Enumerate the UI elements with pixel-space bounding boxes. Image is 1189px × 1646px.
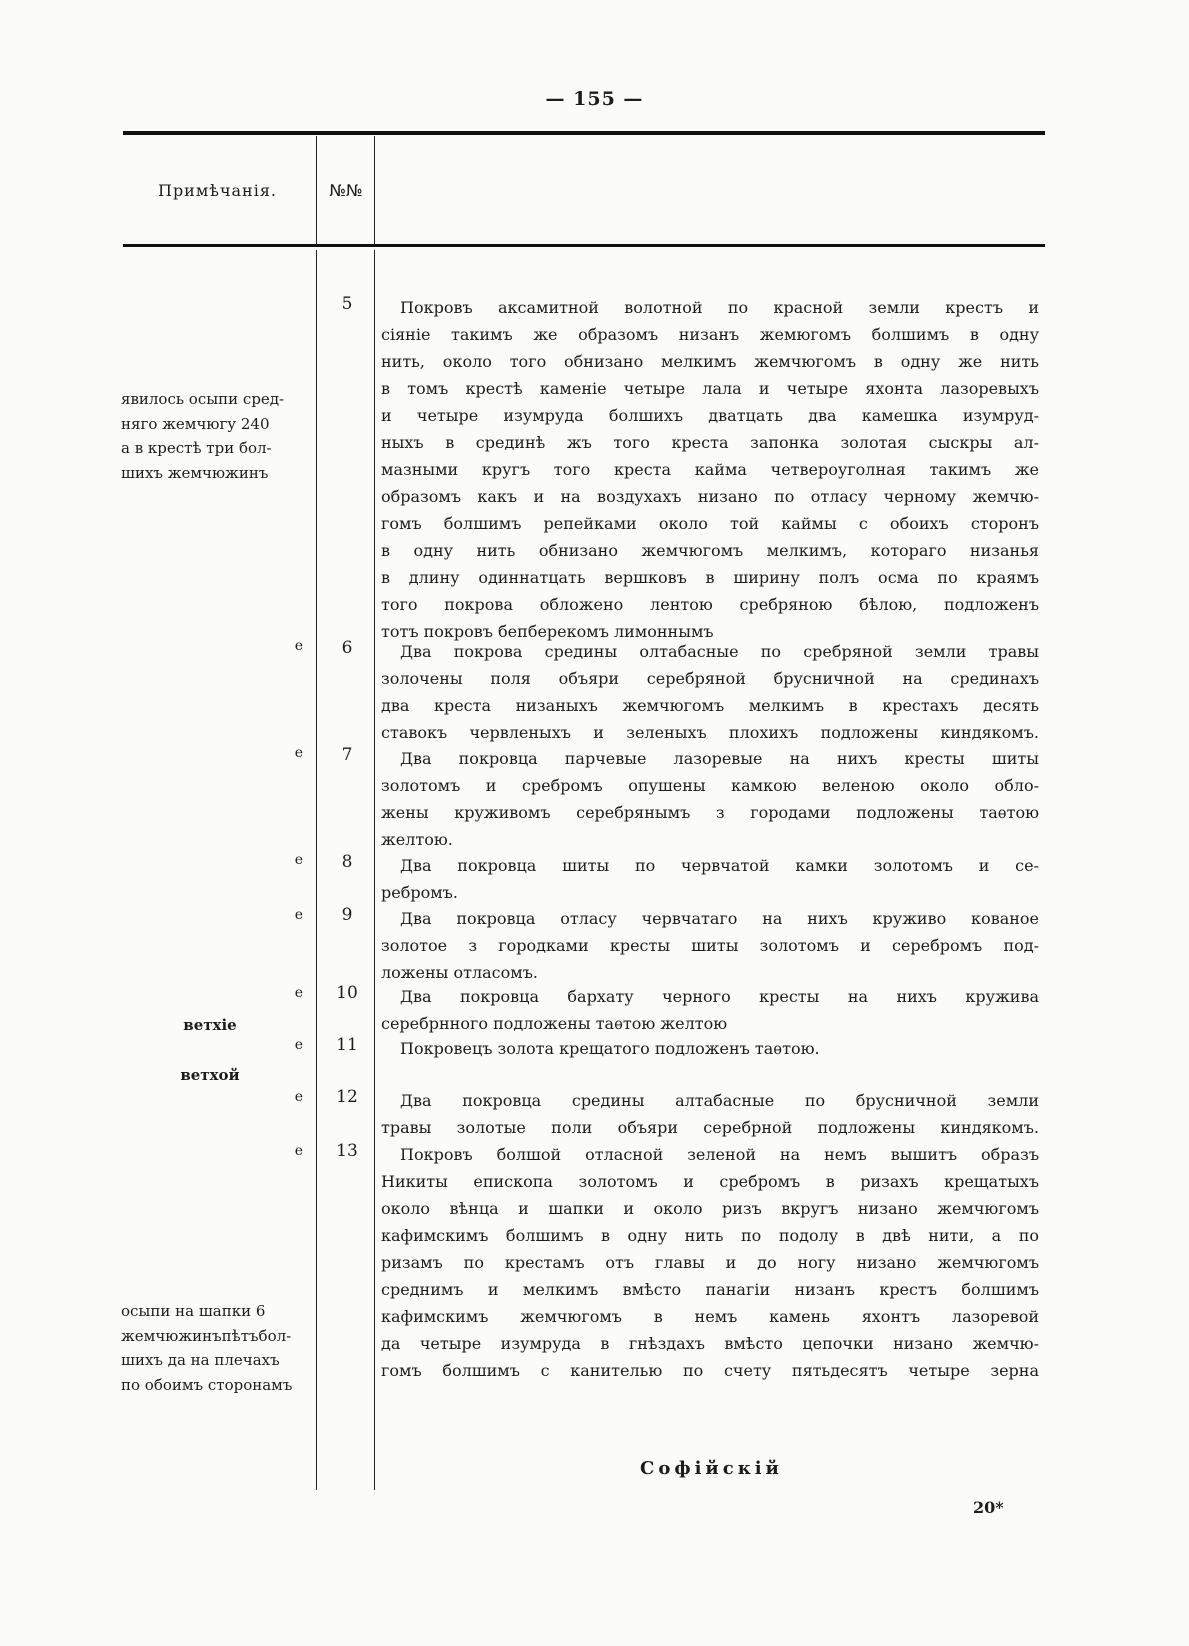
entry-number: 7 [341,745,353,765]
entry-line: Два покрова средины олтабасные по сребряной земли травы [400,642,1039,661]
entry-line: мазными кругъ того креста кайма четвероуголная такимъ же [381,460,1039,479]
entry-line: ребромъ. [381,883,458,902]
entry-line: нить, около того обнизано мелкимъ жемчюгомъ в одну же нить [381,352,1039,371]
entry-line: в одну нить обнизано жемчюгомъ мелкимъ, котораго низанья [381,541,1039,560]
entry-number: 13 [336,1141,358,1161]
entry-number: 8 [341,852,353,872]
entry-line: ставокъ червленыхъ и зеленыхъ плохихъ подложены киндякомъ. [381,723,1039,742]
entry-line: Два покровца средины алтабасные по брусничной земли [400,1091,1039,1110]
header-notes-label: Примѣчанія. [157,181,278,200]
note-line: шихъ да на плечахъ [121,1351,280,1369]
entry-line: в томъ крестѣ каменіе четыре лала и четыре яхонта лазоревыхъ [381,379,1039,398]
entry-line: среднимъ и мелкимъ вмѣсто панагіи низанъ крестъ болшимъ [381,1280,1039,1299]
note-line: осыпи на шапки 6 [121,1302,266,1320]
entry-line: гомъ болшимъ репейками около той каймы с обоихъ сторонъ [381,514,1039,533]
entry-number: 6 [341,638,353,658]
entry-line: около вѣнца и шапки и около ризъ вкругъ низано жемчюгомъ [381,1199,1039,1218]
entry-10-text [381,983,1039,1037]
entry-5-text [381,294,1039,645]
entry-line: тотъ покровъ бепберекомъ лимоннымъ [381,622,714,641]
sheet-signature-mark: 20* [973,1498,1004,1517]
entry-number: 12 [336,1087,358,1107]
catchword-footer: Софійскій [640,1458,783,1479]
header-number-label: №№ [329,181,363,200]
note-line: няго жемчюгу 240 [121,414,270,433]
entry-line: серебрнного подложены таѳтою желтою [381,1014,728,1033]
note-line: шихъ жемчюжинъ [121,463,269,482]
entry-13-text [381,1141,1039,1384]
entry-number: 10 [336,983,358,1003]
column-divider-number [374,250,375,1490]
entry-line: золочены поля объяри серебряной брусничной на срединахъ [381,669,1039,688]
entry-line: Покровъ болшой отласной зеленой на немъ вышитъ образъ [400,1145,1039,1164]
entry-line: кафимскимъ жемчюгомъ в немъ камень яхонтъ лазоревой [381,1307,1039,1326]
entry-line: золотое з городками кресты шиты золотомъ и серебромъ под- [381,936,1039,955]
entry-line: жены круживомъ серебрянымъ з городами подложены таѳтою [381,803,1039,822]
entry-line: образомъ какъ и на воздухахъ низано по отласу черному жемчю- [381,487,1039,506]
note-mark: е [294,852,303,868]
top-rule [123,131,1045,135]
entry-line: и четыре изумруда болшихъ дватцать два камешка изумруд- [381,406,1039,425]
note-mark: е [294,1143,303,1159]
entry-line: золотомъ и сребромъ опушены камкою веленою около обло- [381,776,1039,795]
entry-7-text [381,745,1039,853]
entry-line: гомъ болшимъ с канителью по счету пятьдесятъ четыре зерна [381,1361,1039,1380]
entry-line: кафимскимъ болшимъ в одну нить по подолу в двѣ нити, а по [381,1226,1039,1245]
column-divider-notes [316,250,317,1490]
note-mark: е [294,638,303,654]
entry-line: ризамъ по крестамъ отъ главы и до ногу низано жемчюгомъ [381,1253,1039,1272]
entry-line: ложены отласомъ. [381,963,538,982]
entry-number: 9 [341,905,353,925]
note-mark: е [294,1089,303,1105]
entry-line: Два покровца парчевые лазоревые на нихъ кресты шиты [400,749,1039,768]
note-entry-13 [121,1299,312,1397]
note-entry-11: ветхой [180,1066,240,1084]
header-rule [123,244,1045,247]
page-number: — 155 — [545,88,644,110]
note-line: явилось осыпи сред- [121,390,285,408]
note-mark: е [294,745,303,761]
note-line: а в крестѣ три бол- [121,439,272,457]
entry-number: 11 [336,1035,358,1055]
note-mark: е [294,985,303,1001]
entry-line: Никиты епископа золотомъ и сребромъ в ризахъ крещатыхъ [381,1172,1039,1191]
note-entry-10: ветхіе [183,1016,237,1034]
entry-8-text [381,852,1039,906]
note-line: жемчюжинъпѣтъбол- [121,1326,292,1345]
entry-line: сіяніе такимъ же образомъ низанъ жемюгомъ болшимъ в одну [381,325,1039,344]
entry-9-text [381,905,1039,986]
entry-line: Два покровца шиты по червчатой камки золотомъ и се- [400,856,1039,875]
entry-11-text [381,1035,1039,1062]
entry-line: два креста низаныхъ жемчюгомъ мелкимъ в крестахъ десять [381,696,1039,715]
entry-line: Покровецъ золота крещатого подложенъ таѳтою. [400,1039,820,1058]
entry-line: да четыре изумруда в гнѣздахъ вмѣсто цепочки низано жемчю- [381,1334,1039,1353]
entry-line: Два покровца бархату черного кресты на нихъ кружива [400,987,1039,1006]
entry-line: травы золотые поли объяри серебрной подложены киндякомъ. [381,1118,1039,1137]
note-entry-5 [121,387,310,485]
entry-line: Покровъ аксамитной волотной по красной земли крестъ и [400,298,1039,317]
entry-line: в длину одиннатцать вершковъ в ширину полъ осма по краямъ [381,568,1039,587]
entry-line: Два покровца отласу червчатаго на нихъ круживо кованое [400,909,1039,928]
entry-number: 5 [341,294,353,314]
entry-6-text [381,638,1039,746]
entry-line: ныхъ в срединѣ жъ того креста запонка золотая сыскры ал- [381,433,1039,452]
note-mark: е [294,1037,303,1053]
entry-12-text [381,1087,1039,1141]
note-line: по обоимъ сторонамъ [121,1375,293,1394]
entry-line: желтою. [381,830,453,849]
note-mark: е [294,907,303,923]
entry-line: того покрова обложено лентою сребряною бѣлою, подложенъ [381,595,1039,614]
